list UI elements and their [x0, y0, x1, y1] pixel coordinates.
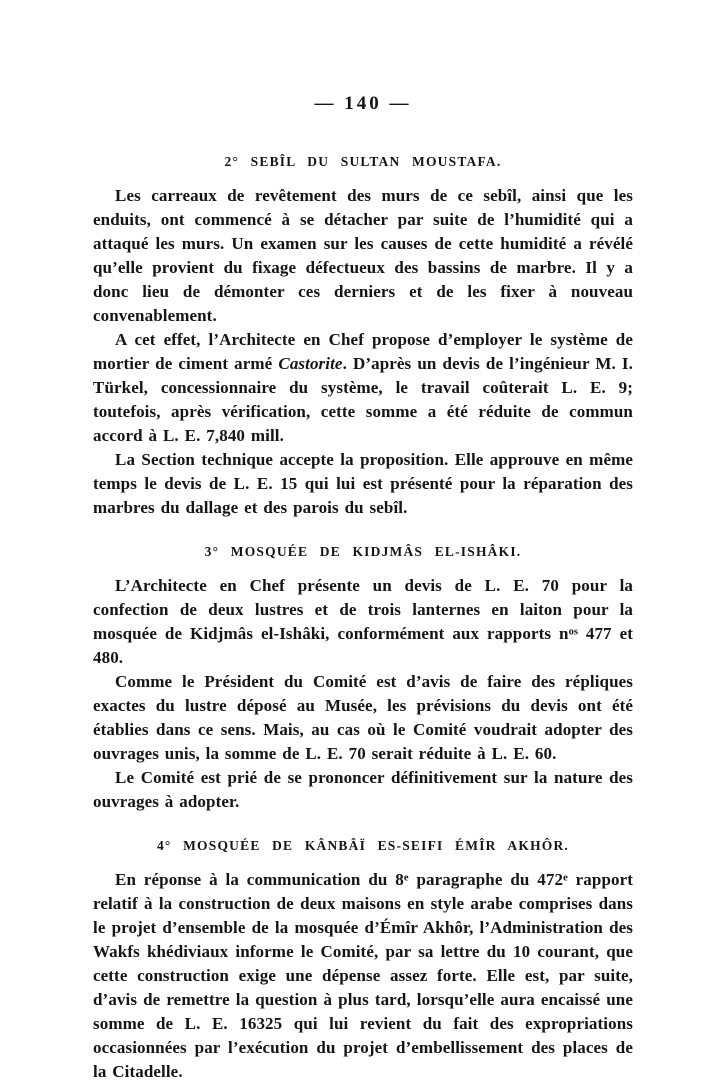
- paragraph: [93, 328, 633, 448]
- paragraph-text: paragraphe du 472: [408, 870, 564, 889]
- superscript-e: e: [403, 872, 409, 884]
- paragraph: [93, 868, 633, 1082]
- paragraph-text: En réponse à la communication du 8: [115, 870, 404, 889]
- paragraph-text: L’Architecte en Chef présente un devis de L. E. 70 pour la confection de deux lustres et de trois lanternes en laiton pour la mosquée de Kidjmâs el-Ishâki, conformément aux rapports n: [93, 576, 633, 643]
- section-heading-mosquee-kidjmas-el-ishaki: 3° MOSQUÉE DE KIDJMÂS EL-ISHÂKI.: [204, 544, 522, 559]
- italic-term-castorite: Castorite: [278, 354, 343, 373]
- paragraph-text: A cet effet, l’Architecte en Chef propose d’employer le système de mortier de ciment armé: [93, 330, 633, 373]
- superscript-e: e: [563, 872, 568, 884]
- section-heading-sebil-sultan-moustafa: 2° SEBÎL DU SULTAN MOUSTAFA.: [224, 154, 502, 169]
- paragraph: Comme le Président du Comité est d’avis de faire des répliques exactes du lustre déposé au Musée, les prévisions du devis ont été établies dans ce sens. Mais, au cas où le Comité voudrait adopter des ouvrages unis, la somme de L. E. 70 serait réduite à L. E. 60.: [93, 672, 633, 763]
- paragraph: La Section technique accepte la proposition. Elle approuve en même temps le devis de L. E. 15 qui lui est présenté pour la réparation des marbres du dallage et des parois du sebîl.: [93, 450, 633, 517]
- section-heading-mosquee-kanbai-es-seifi-emir-akhor: 4° MOSQUÉE DE KÂNBÂÏ ES-SEIFI ÉMÎR AKHÔR.: [156, 838, 570, 853]
- paragraph-text: . D’après un devis de l’ingénieur M. I. Türkel, concessionnaire du système, le travail coûterait L. E. 9; toutefois, après vérification, cette somme a été réduite de commun accord à L. E. 7,840 mill.: [93, 354, 633, 445]
- paragraph-text: 477 et 480.: [93, 624, 633, 667]
- superscript-os: os: [568, 626, 578, 638]
- paragraph: Le Comité est prié de se prononcer définitivement sur la nature des ouvrages à adopter.: [93, 768, 633, 811]
- paragraph: [93, 574, 633, 670]
- page-number: — 140 —: [314, 93, 412, 114]
- paragraph-text: rapport relatif à la construction de deux maisons en style arabe comprises dans le projet d’ensemble de la mosquée d’Émîr Akhôr, l’Administration des Wakfs khédiviaux informe le Comité, par sa lettre du 10 courant, que cette construction exige une dépense assez forte. Elle est, par suite, d’avis de remettre la question à plus tard, lorsqu’elle aura encaissé une somme de L. E. 16325 qui lui revient du fait des expropriations occasionnées par l’exécution du projet d’embellissement des places de la Citadelle.: [93, 870, 633, 1081]
- paragraph: Les carreaux de revêtement des murs de ce sebîl, ainsi que les enduits, ont commencé à se détacher par suite de l’humidité qui a attaqué les murs. Un examen sur les causes de cette humidité a révélé qu’elle provient du fixage défectueux des bassins de marbre. Il y a donc lieu de démonter ces derniers et de les fixer à nouveau convenablement.: [93, 186, 633, 325]
